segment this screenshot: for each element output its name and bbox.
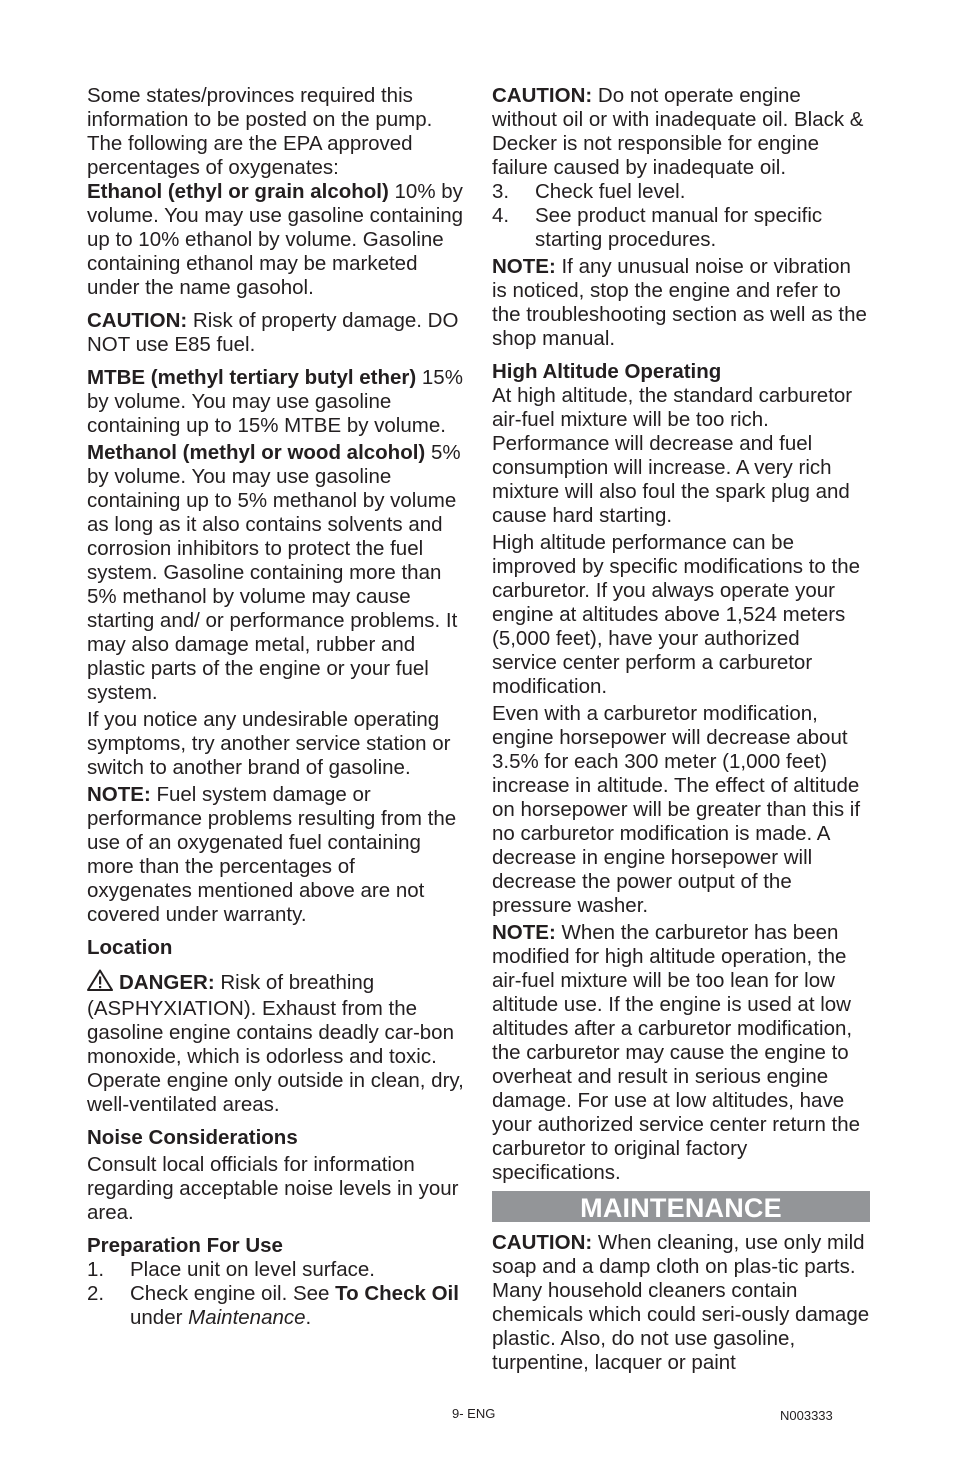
methanol-paragraph: [87, 441, 465, 705]
to-check-oil-reference: To Check Oil: [335, 1282, 459, 1305]
page-number: 9- ENG: [452, 1406, 496, 1421]
location-heading: Location: [87, 936, 173, 959]
caution-label: CAUTION:: [492, 84, 593, 107]
preparation-heading: Preparation For Use: [87, 1234, 283, 1257]
methanol-text: 5% by volume. You may use gasoline containing up to 5% methanol by volume as long as it also contains solvents and corrosion inhibitors to protect the fuel system. Gasoline containing more than 5% methanol by volume may cause starting and/ or performance problems. It may also damage metal, rubber and plastic parts of the engine or your fuel system.: [87, 441, 461, 704]
caution-label: CAUTION:: [87, 309, 188, 332]
caution-label: CAUTION:: [492, 1231, 593, 1254]
caution-cleaning-text: When cleaning, use only mild soap and a damp cloth on plas-tic parts. Many household cleaners contain chemicals which could seri-ously damage plastic. Also, do not use gasoline, turpentine, lacquer or paint: [492, 1231, 870, 1374]
step-number: 3.: [492, 180, 510, 203]
note-warranty-paragraph: [87, 783, 465, 927]
list-item: [87, 1258, 465, 1282]
altitude-paragraph-1: At high altitude, the standard carburetor air-fuel mixture will be too rich. Performance will decrease and fuel consumption will increase. A very rich mixture will also foul the spark plug and cause hard starting.: [492, 384, 853, 527]
caution-oil-paragraph: [492, 84, 870, 180]
caution-cleaning-paragraph: [492, 1231, 870, 1375]
note-noise-text: If any unusual noise or vibration is noticed, stop the engine and refer to the troubleshooting section as well as the shop manual.: [492, 255, 867, 350]
mtbe-paragraph: [87, 366, 465, 438]
noise-paragraph: Consult local officials for information regarding acceptable noise levels in your area.: [87, 1153, 459, 1224]
caution-oil-text: Do not operate engine without oil or with inadequate oil. Black & Decker is not responsible for engine failure caused by inadequate oil.: [492, 84, 864, 179]
step-number: 1.: [87, 1258, 105, 1281]
mtbe-label: MTBE (methyl tertiary butyl ether): [87, 366, 417, 389]
list-item: [87, 1282, 465, 1330]
symptoms-paragraph: If you notice any undesirable operating symptoms, try another service station or switch to another brand of gasoline.: [87, 708, 451, 779]
step-text-pre: Check engine oil. See: [130, 1282, 336, 1305]
note-altitude-text: When the carburetor has been modified for high altitude operation, the air-fuel mixture will be too lean for low altitude use. If the engine is used at low altitudes after a carburetor modification, the carburetor may cause the engine to overheat and result in serious engine damage. For use at low altitudes, have your authorized service center return the carburetor to original factory specifications.: [492, 921, 861, 1184]
danger-label: DANGER:: [119, 971, 215, 994]
note-warranty-text: Fuel system damage or performance problems resulting from the use of an oxygenated fuel containing more than the percentages of oxygenates mentioned above are not covered under warranty.: [87, 783, 457, 926]
right-column: [492, 84, 870, 1375]
preparation-steps: [87, 1258, 465, 1330]
altitude-paragraph-3: Even with a carburetor modification, engine horsepower will decrease about 3.5% for each 300 meter (1,000 feet) increase in altitude. The effect of altitude on horsepower will be greater than this if no carburetor modification is made. A decrease in engine horsepower will decrease the power output of the pressure washer.: [492, 702, 861, 917]
step-text-post: .: [305, 1306, 312, 1329]
left-column: [87, 84, 465, 1330]
altitude-paragraph-2: High altitude performance can be improved by specific modifications to the carburetor. If you always operate your engine at altitudes above 1,524 meters (5,000 feet), have your authorized service center perform a carburetor modification.: [492, 531, 861, 698]
note-label: NOTE:: [492, 921, 556, 944]
step-text: Place unit on level surface.: [130, 1258, 375, 1281]
fuel-steps: [492, 180, 870, 252]
high-altitude-heading: High Altitude Operating: [492, 360, 722, 383]
step-text-mid: under: [130, 1306, 189, 1329]
note-noise-paragraph: [492, 255, 870, 351]
danger-paragraph: [87, 969, 465, 1117]
step-text: Check fuel level.: [535, 180, 686, 203]
note-altitude-paragraph: [492, 921, 870, 1185]
list-item: [492, 204, 870, 252]
list-item: [492, 180, 870, 204]
methanol-label: Methanol (methyl or wood alcohol): [87, 441, 426, 464]
mtbe-text: 15% by volume. You may use gasoline containing up to 15% MTBE by volume.: [87, 366, 463, 437]
maintenance-reference: Maintenance: [188, 1306, 306, 1329]
maintenance-section-banner: MAINTENANCE: [492, 1191, 870, 1222]
step-text: See product manual for specific starting procedures.: [535, 204, 823, 251]
note-label: NOTE:: [87, 783, 151, 806]
document-code: N003333: [780, 1408, 833, 1423]
caution-e85-paragraph: [87, 309, 465, 357]
intro-paragraph: Some states/provinces required this information to be posted on the pump. The following are the EPA approved percentages of oxygenates:: [87, 84, 433, 179]
step-number: 2.: [87, 1282, 105, 1305]
ethanol-label: Ethanol (ethyl or grain alcohol): [87, 180, 389, 203]
danger-text: Risk of breathing (ASPHYXIATION). Exhaust from the gasoline engine contains deadly car-bon monoxide, which is odorless and toxic. Operate engine only outside in clean, dry, well-ventilated areas.: [87, 971, 464, 1116]
note-label: NOTE:: [492, 255, 556, 278]
ethanol-text: 10% by volume. You may use gasoline containing up to 10% ethanol by volume. Gasoline containing ethanol may be marketed under the name gasohol.: [87, 180, 464, 299]
noise-heading: Noise Considerations: [87, 1126, 298, 1149]
caution-e85-text: Risk of property damage. DO NOT use E85 fuel.: [87, 309, 459, 356]
warning-triangle-icon: [87, 969, 113, 997]
step-number: 4.: [492, 204, 510, 227]
ethanol-paragraph: [87, 180, 465, 300]
